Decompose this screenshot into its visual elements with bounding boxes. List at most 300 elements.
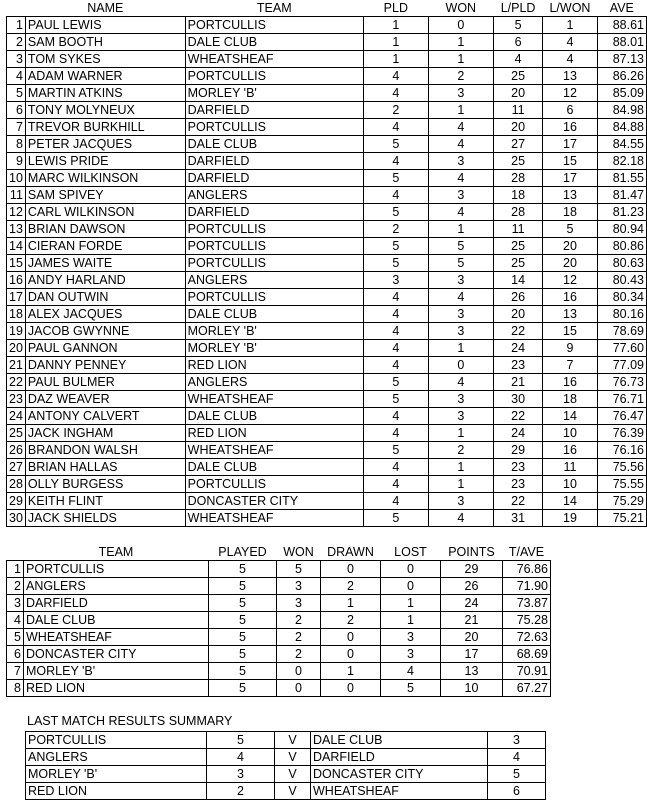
player-ave: 81.47 [597,187,646,204]
player-pld: 4 [363,476,428,493]
team-lost: 3 [381,629,441,646]
team-won: 2 [277,612,321,629]
player-lwon: 15 [543,153,597,170]
player-won: 4 [428,510,493,527]
player-rank: 27 [7,459,26,476]
result-row [26,783,546,800]
team-tave: 73.87 [503,595,551,612]
player-lpld: 22 [493,323,542,340]
player-rank: 20 [7,340,26,357]
player-lpld: 23 [493,459,542,476]
team-row [7,612,551,629]
player-rank: 30 [7,510,26,527]
player-lpld: 31 [493,510,542,527]
pld-header: PLD [383,1,408,15]
team-row [7,646,551,663]
team-points: 17 [441,646,503,663]
player-lwon: 20 [543,255,597,272]
team-name: MORLEY 'B' [24,663,209,680]
player-name: TONY MOLYNEUX [25,102,185,119]
player-rank: 10 [7,170,26,187]
player-won: 3 [428,493,493,510]
player-rank: 3 [7,51,26,68]
player-name: TOM SYKES [25,51,185,68]
team-lost: 1 [381,595,441,612]
player-team: WHEATSHEAF [185,510,363,527]
player-lwon: 13 [543,306,597,323]
lwon-header: L/WON [549,1,591,15]
player-lwon: 6 [543,102,597,119]
player-rank: 22 [7,374,26,391]
player-team: PORTCULLIS [185,476,363,493]
player-name: CARL WILKINSON [25,204,185,221]
player-pld: 5 [363,510,428,527]
player-pld: 4 [363,153,428,170]
player-name: SAM BOOTH [25,34,185,51]
player-ave: 78.69 [597,323,646,340]
player-lpld: 24 [493,425,542,442]
player-lwon: 4 [543,51,597,68]
teams-table-body [7,561,551,697]
away-team: DARFIELD [311,749,488,766]
team-lost: 4 [381,663,441,680]
ave-header: AVE [609,1,634,15]
player-lwon: 9 [543,340,597,357]
player-lpld: 30 [493,391,542,408]
team-played: 5 [209,595,277,612]
player-row [7,476,647,493]
team-tave: 75.28 [503,612,551,629]
player-won: 3 [428,408,493,425]
player-lwon: 19 [543,510,597,527]
team-drawn: 0 [321,561,381,578]
player-name: JAMES WAITE [25,255,185,272]
team-row [7,561,551,578]
player-ave: 77.60 [597,340,646,357]
player-lpld: 6 [493,34,542,51]
player-ave: 77.09 [597,357,646,374]
team-won: 5 [277,561,321,578]
player-won: 3 [428,272,493,289]
team-won: 3 [277,578,321,595]
player-team: PORTCULLIS [185,221,363,238]
player-won: 4 [428,204,493,221]
team-rank: 1 [7,561,24,578]
player-name: JACK INGHAM [25,425,185,442]
player-pld: 4 [363,408,428,425]
player-name: JACK SHIELDS [25,510,185,527]
player-row [7,408,647,425]
player-pld: 4 [363,340,428,357]
player-name: KEITH FLINT [25,493,185,510]
player-lpld: 18 [493,187,542,204]
team-played: 5 [209,680,277,697]
player-lpld: 29 [493,442,542,459]
player-team: DALE CLUB [185,459,363,476]
player-row [7,391,647,408]
team-points: 20 [441,629,503,646]
player-ave: 88.01 [597,34,646,51]
result-row [26,766,546,783]
player-pld: 4 [363,323,428,340]
player-ave: 80.94 [597,221,646,238]
player-lwon: 4 [543,34,597,51]
player-won: 3 [428,85,493,102]
team-name: DALE CLUB [24,612,209,629]
home-score: 4 [207,749,275,766]
player-team: ANGLERS [185,187,363,204]
team-won: 3 [277,595,321,612]
player-won: 2 [428,68,493,85]
player-won: 5 [428,238,493,255]
player-team: DALE CLUB [185,136,363,153]
team-played: 5 [209,629,277,646]
player-row [7,357,647,374]
player-rank: 2 [7,34,26,51]
player-rank: 23 [7,391,26,408]
team-name: RED LION [24,680,209,697]
player-pld: 1 [363,51,428,68]
player-team: DALE CLUB [185,34,363,51]
team-rank-header [7,544,24,561]
team-points: 10 [441,680,503,697]
player-team: MORLEY 'B' [185,85,363,102]
player-ave: 84.98 [597,102,646,119]
player-name: BRANDON WALSH [25,442,185,459]
player-pld: 4 [363,493,428,510]
player-row [7,102,647,119]
player-won: 3 [428,306,493,323]
home-score: 3 [207,766,275,783]
team-standings-table [6,544,551,697]
team-name: ANGLERS [24,578,209,595]
team-rank: 5 [7,629,24,646]
player-pld: 2 [363,102,428,119]
player-rank: 16 [7,272,26,289]
player-won: 1 [428,425,493,442]
player-team: DARFIELD [185,204,363,221]
player-won: 0 [428,357,493,374]
player-lpld: 28 [493,204,542,221]
home-score: 2 [207,783,275,800]
player-name: PAUL BULMER [25,374,185,391]
player-lwon: 13 [543,68,597,85]
player-row [7,34,647,51]
team-lost: 3 [381,646,441,663]
player-team: WHEATSHEAF [185,442,363,459]
player-pld: 4 [363,289,428,306]
team-played: 5 [209,663,277,680]
won-header: WON [445,1,477,15]
team-points: 21 [441,612,503,629]
player-name: TREVOR BURKHILL [25,119,185,136]
player-name: ADAM WARNER [25,68,185,85]
player-pld: 5 [363,136,428,153]
player-won: 4 [428,136,493,153]
player-row [7,459,647,476]
player-name: JACOB GWYNNE [25,323,185,340]
player-name: BRIAN HALLAS [25,459,185,476]
player-name: MARTIN ATKINS [25,85,185,102]
team-won-header: WON [283,544,314,559]
versus-marker: V [275,749,311,766]
player-lwon: 18 [543,204,597,221]
player-ave: 75.21 [597,510,646,527]
player-lwon: 16 [543,119,597,136]
player-row [7,85,647,102]
player-lwon: 13 [543,187,597,204]
player-won: 0 [428,17,493,34]
team-points: 24 [441,595,503,612]
players-averages-table [6,1,647,527]
player-name: DAN OUTWIN [25,289,185,306]
team-tave: 72.63 [503,629,551,646]
player-lwon: 1 [543,17,597,34]
player-lpld: 4 [493,51,542,68]
player-team: WHEATSHEAF [185,391,363,408]
player-row [7,255,647,272]
player-lwon: 16 [543,374,597,391]
player-pld: 5 [363,204,428,221]
player-row [7,51,647,68]
player-rank: 17 [7,289,26,306]
player-row [7,119,647,136]
result-row [26,749,546,766]
player-rank: 7 [7,119,26,136]
player-lwon: 15 [543,323,597,340]
results-summary-title: LAST MATCH RESULTS SUMMARY [27,714,233,728]
home-team: ANGLERS [26,749,207,766]
player-pld: 4 [363,425,428,442]
player-won: 4 [428,170,493,187]
away-team: DALE CLUB [311,732,488,749]
player-pld: 4 [363,357,428,374]
played-header: PLAYED [218,544,267,559]
team-drawn: 0 [321,629,381,646]
team-tave: 67.27 [503,680,551,697]
player-row [7,340,647,357]
player-lpld: 22 [493,408,542,425]
team-name: DONCASTER CITY [24,646,209,663]
player-lwon: 16 [543,289,597,306]
player-pld: 4 [363,459,428,476]
player-lpld: 22 [493,493,542,510]
player-lwon: 5 [543,221,597,238]
player-pld: 3 [363,272,428,289]
player-lpld: 11 [493,221,542,238]
player-row [7,374,647,391]
team-drawn: 0 [321,646,381,663]
player-row [7,187,647,204]
player-row [7,493,647,510]
player-won: 1 [428,51,493,68]
player-pld: 1 [363,34,428,51]
player-ave: 76.71 [597,391,646,408]
player-team: PORTCULLIS [185,17,363,34]
team-drawn: 2 [321,612,381,629]
player-pld: 5 [363,255,428,272]
player-name: DAZ WEAVER [25,391,185,408]
player-lwon: 7 [543,357,597,374]
player-name: ANTONY CALVERT [25,408,185,425]
player-team: PORTCULLIS [185,68,363,85]
team-rank: 4 [7,612,24,629]
player-lwon: 12 [543,272,597,289]
player-pld: 1 [363,17,428,34]
player-row [7,510,647,527]
name-header: NAME [87,1,124,15]
team-row [7,578,551,595]
player-ave: 76.47 [597,408,646,425]
team-drawn: 1 [321,595,381,612]
player-lpld: 5 [493,17,542,34]
team-won: 0 [277,663,321,680]
player-ave: 80.16 [597,306,646,323]
player-lpld: 27 [493,136,542,153]
player-lwon: 18 [543,391,597,408]
player-team: MORLEY 'B' [185,323,363,340]
lpld-header: L/PLD [500,1,536,15]
drawn-header: DRAWN [327,544,374,559]
player-ave: 82.18 [597,153,646,170]
player-rank: 29 [7,493,26,510]
lost-header: LOST [394,544,427,559]
player-won: 1 [428,459,493,476]
player-rank: 26 [7,442,26,459]
player-ave: 75.55 [597,476,646,493]
player-row [7,170,647,187]
player-pld: 2 [363,221,428,238]
player-lwon: 10 [543,425,597,442]
player-name: OLLY BURGESS [25,476,185,493]
team-drawn: 2 [321,578,381,595]
team-rank: 6 [7,646,24,663]
team-tave: 71.90 [503,578,551,595]
away-score: 6 [488,783,546,800]
player-lpld: 24 [493,340,542,357]
player-ave: 81.23 [597,204,646,221]
player-rank: 12 [7,204,26,221]
home-team: PORTCULLIS [26,732,207,749]
player-row [7,68,647,85]
team-lost: 5 [381,680,441,697]
player-team: RED LION [185,357,363,374]
player-pld: 4 [363,306,428,323]
player-lpld: 20 [493,306,542,323]
results-summary-table [25,731,546,800]
player-name: ANDY HARLAND [25,272,185,289]
player-name: BRIAN DAWSON [25,221,185,238]
player-won: 4 [428,374,493,391]
player-ave: 80.86 [597,238,646,255]
player-team: ANGLERS [185,374,363,391]
player-lpld: 26 [493,289,542,306]
player-team: WHEATSHEAF [185,51,363,68]
away-team: WHEATSHEAF [311,783,488,800]
team-tave: 68.69 [503,646,551,663]
player-ave: 75.29 [597,493,646,510]
player-lwon: 17 [543,136,597,153]
player-ave: 76.73 [597,374,646,391]
player-ave: 86.26 [597,68,646,85]
team-drawn: 1 [321,663,381,680]
player-won: 4 [428,289,493,306]
player-team: RED LION [185,425,363,442]
away-score: 4 [488,749,546,766]
player-won: 3 [428,187,493,204]
team-row [7,663,551,680]
player-ave: 80.63 [597,255,646,272]
player-rank: 21 [7,357,26,374]
player-ave: 84.88 [597,119,646,136]
player-rank: 6 [7,102,26,119]
player-team: PORTCULLIS [185,119,363,136]
rank-header [7,1,26,17]
player-row [7,136,647,153]
team-row [7,595,551,612]
player-team: DARFIELD [185,153,363,170]
team-lost: 0 [381,561,441,578]
player-won: 3 [428,153,493,170]
player-won: 5 [428,255,493,272]
player-ave: 84.55 [597,136,646,153]
team-lost: 0 [381,578,441,595]
versus-marker: V [275,766,311,783]
player-rank: 13 [7,221,26,238]
player-rank: 11 [7,187,26,204]
player-ave: 81.55 [597,170,646,187]
team-row [7,629,551,646]
team-rank: 3 [7,595,24,612]
player-rank: 19 [7,323,26,340]
player-row [7,221,647,238]
players-header-row [7,1,647,17]
player-team: MORLEY 'B' [185,340,363,357]
team-points: 26 [441,578,503,595]
team-row [7,680,551,697]
team-played: 5 [209,646,277,663]
player-row [7,442,647,459]
player-won: 3 [428,323,493,340]
player-rank: 5 [7,85,26,102]
team-won: 2 [277,629,321,646]
team-lost: 1 [381,612,441,629]
away-score: 5 [488,766,546,783]
player-name: PAUL GANNON [25,340,185,357]
player-name: ALEX JACQUES [25,306,185,323]
player-pld: 4 [363,187,428,204]
versus-marker: V [275,732,311,749]
away-team: DONCASTER CITY [311,766,488,783]
player-rank: 25 [7,425,26,442]
player-pld: 5 [363,238,428,255]
player-rank: 9 [7,153,26,170]
player-team: PORTCULLIS [185,289,363,306]
player-pld: 4 [363,119,428,136]
player-won: 1 [428,476,493,493]
home-team: MORLEY 'B' [26,766,207,783]
player-lpld: 28 [493,170,542,187]
player-lpld: 14 [493,272,542,289]
player-row [7,306,647,323]
player-won: 4 [428,119,493,136]
player-pld: 5 [363,374,428,391]
player-lwon: 17 [543,170,597,187]
player-won: 1 [428,340,493,357]
team-won: 2 [277,646,321,663]
player-name: LEWIS PRIDE [25,153,185,170]
team-drawn: 0 [321,680,381,697]
